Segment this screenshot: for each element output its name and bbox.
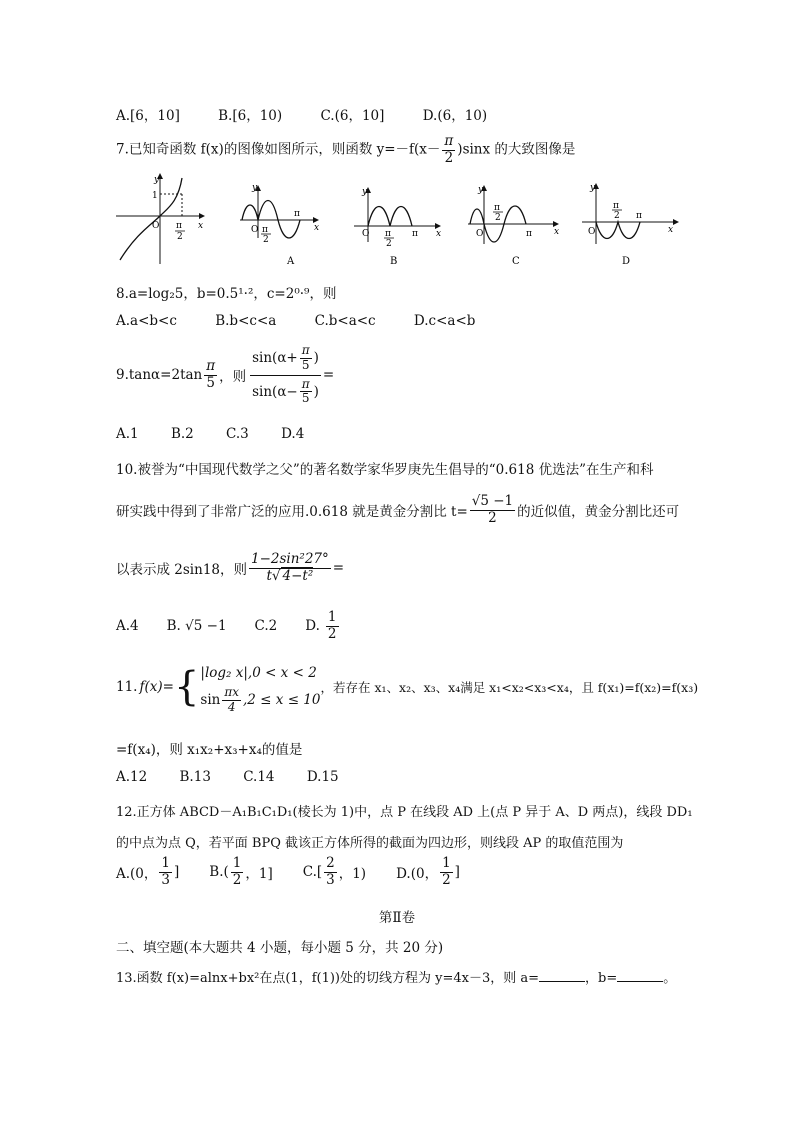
q10-option-d-num: 1 (327, 609, 337, 625)
q7-c-y-label: y (478, 185, 484, 195)
q6-option-d: D.(6，10) (422, 108, 488, 124)
q7-d-x-label: x (668, 225, 674, 235)
q9-stem (116, 344, 334, 406)
q9-pi-den: 5 (206, 374, 215, 391)
q7-c-pi-right-label: π (526, 229, 532, 239)
q10-line3-suffix: = (332, 560, 345, 577)
q11-piecewise (174, 660, 321, 715)
q9-denominator (250, 376, 321, 407)
q10-expr-den-sqrt: 4−t² (282, 567, 314, 584)
q10-expr-den-t: t (266, 567, 272, 584)
section-title: 第Ⅱ卷 (378, 910, 416, 926)
q12-option-b-frac (231, 856, 244, 888)
q12-option-d-frac (440, 856, 453, 888)
q12-option-b-num: 1 (232, 855, 242, 871)
q10-line3 (116, 552, 344, 584)
q9-pi-over-5 (204, 359, 217, 391)
q12-options (116, 856, 460, 888)
q9-den-close: ) (313, 383, 319, 400)
q11-case2-sin: sin (200, 692, 221, 709)
q11-prefix: 11. (116, 679, 138, 696)
q12-option-d-post: ] (454, 864, 460, 881)
q12-option-c-pre: C.[ (302, 864, 323, 881)
q10-expr-den: t√ 4−t² (266, 567, 314, 584)
q7-b-origin-label: O (362, 229, 370, 239)
q11-case2-rest: ,2 ≤ x ≤ 10 (243, 692, 321, 709)
q6-options (116, 104, 521, 124)
q8-option-a: A.a<b<c (116, 313, 177, 329)
q9-pi-num: π (206, 358, 216, 375)
q10-option-d: D. (305, 618, 320, 635)
q12-option-b-pre: B.( (209, 864, 229, 881)
q7-main-x-label: x (198, 221, 204, 231)
q12-option-b-den: 2 (232, 871, 242, 888)
q13-answer-b-blank[interactable] (617, 969, 663, 982)
q9-num-pi-frac (300, 344, 312, 373)
q7-stem (116, 134, 575, 166)
q7-a-two-label: 2 (263, 235, 269, 245)
q11-case2 (200, 686, 320, 715)
q12-option-a-post: ] (174, 864, 180, 881)
q11-option-d: D.15 (306, 769, 339, 785)
q12-option-b (209, 856, 272, 888)
q7-c-pi-label: π (494, 203, 500, 213)
q10-line2-prefix: 研实践中得到了非常广泛的应用.0.618 就是黄金分割比 t= (116, 504, 468, 521)
q11-cases (200, 660, 320, 715)
q9-numerator (250, 344, 321, 376)
q11-option-a: A.12 (116, 769, 148, 785)
q7-d-two-label: 2 (614, 211, 620, 221)
q12-option-a-den: 3 (161, 871, 170, 888)
q9-den-five: 5 (301, 391, 310, 406)
q13-prefix: 13.函数 f(x)=alnx+bx²在点(1，f(1))处的切线方程为 y=4x－3，则 a= (116, 971, 540, 986)
q10-option-a: A.4 (116, 618, 139, 635)
q7-main-y-label: y (154, 175, 160, 185)
q8-option-d: D.c<a<b (413, 313, 476, 329)
q12-line1: 12.正方体 ABCD－A₁B₁C₁D₁(棱长为 1)中，点 P 在线段 AD 上(点 P 异于 A、D 两点)，线段 DD₁ (116, 805, 693, 820)
q9-option-c: C.3 (226, 426, 249, 442)
q11-line2: =f(x₄)，则 x₁x₂+x₃+x₄的值是 (116, 742, 303, 758)
section-heading: 二、填空题(本大题共 4 小题，每小题 5 分，共 20 分) (116, 940, 444, 956)
q6-option-c: C.(6，10] (320, 108, 385, 124)
q13-mid: ，b= (585, 971, 618, 986)
q7-a-y-label: y (252, 183, 258, 193)
q7-b-y-label: y (362, 187, 368, 197)
q7-b-caption: B (390, 256, 398, 267)
q7-c-origin-label: O (476, 229, 484, 239)
q12-option-d-num: 1 (442, 855, 451, 871)
q8-stem: 8.a=log₂5，b=0.5¹·²，c=2⁰·⁹，则 (116, 286, 337, 302)
q9-suffix: = (322, 367, 335, 384)
q7-d-pi-right-label: π (636, 211, 642, 221)
q10-line3-prefix: 以表示成 2sin18，则 (116, 562, 247, 579)
q10-option-d-fraction (326, 610, 339, 642)
q11-option-b: B.13 (179, 769, 211, 785)
q11-fx: f(x)= (139, 679, 174, 696)
q7-a-pi-right-label: π (294, 209, 300, 219)
q7-fraction (442, 134, 455, 166)
q7-main-one-label: 1 (152, 191, 158, 201)
q9-den-pi: π (301, 376, 310, 391)
q9-options (116, 426, 332, 442)
q7-c-caption: C (512, 256, 520, 267)
q11-case1: |log₂ x|,0 < x < 2 (200, 665, 317, 681)
q7-main-two-label: 2 (177, 232, 183, 242)
q9-option-d: D.4 (281, 426, 305, 442)
q7-main-graph (116, 174, 204, 264)
q12-option-d-pre: D.(0， (396, 866, 439, 883)
q10-golden-ratio-fraction (470, 494, 515, 526)
q12-option-c-den: 3 (326, 871, 335, 888)
q7-b-two-label: 2 (386, 239, 392, 249)
q9-num-pi: π (301, 343, 310, 357)
q7-d-caption: D (622, 256, 631, 267)
q11-option-c: C.14 (243, 769, 275, 785)
q7-frac-num: π (444, 133, 454, 149)
q8-option-c: C.b<a<c (314, 313, 376, 329)
q12-option-d-den: 2 (442, 871, 451, 888)
q12-option-c-frac (324, 856, 337, 888)
q9-prefix: 9.tanα=2tan (116, 367, 203, 384)
q8-options (116, 313, 509, 329)
q10-option-c: C.2 (254, 618, 278, 635)
q12-option-b-post: ，1] (245, 866, 273, 883)
q7-graph-d (582, 184, 678, 244)
q11-options (116, 769, 367, 785)
q11-brace-glyph: { (173, 664, 200, 711)
q10-option-b: B. √5 −1 (166, 618, 227, 635)
q12-line2: 的中点为点 Q，若平面 BPQ 截该正方体所得的截面为四边形，则线段 AP 的取值范围为 (116, 836, 624, 851)
q12-option-c-post: ，1) (338, 866, 367, 883)
q8-option-b: B.b<c<a (215, 313, 277, 329)
q7-a-origin-label: O (251, 225, 259, 235)
q12-option-d (396, 856, 460, 888)
q12-option-c-num: 2 (326, 855, 335, 871)
q11-suffix: ，若存在 x₁、x₂、x₃、x₄满足 x₁<x₂<x₃<x₄，且 f(x₁)=f(x₂)=f(x₃) (320, 680, 699, 696)
q12-option-c (303, 856, 366, 888)
q10-expression-fraction (249, 552, 331, 584)
q10-expr-num: 1−2sin²27° (251, 551, 329, 567)
q9-main-fraction (250, 344, 321, 406)
q10-line2-suffix: 的近似值，黄金分割比还可 (517, 504, 680, 521)
q9-num-text: sin(α+ (252, 349, 298, 366)
q9-den-text: sin(α− (252, 383, 298, 400)
q9-num-close: ) (313, 349, 319, 366)
q10-option-d-den: 2 (327, 625, 337, 642)
q7-main-origin-label: O (152, 221, 160, 231)
q11-case2-num: πx (224, 685, 240, 699)
q6-option-b: B.[6，10) (218, 108, 283, 124)
q9-option-a: A.1 (116, 426, 139, 442)
q7-d-origin-label: O (588, 227, 596, 237)
q7-graphs (112, 172, 682, 270)
q12-option-a (116, 856, 179, 888)
q7-frac-den: 2 (444, 149, 454, 166)
q7-prefix: 7.已知奇函数 f(x)的图像如图所示，则函数 y=－f(x－ (116, 141, 441, 158)
q11-case2-den: 4 (227, 699, 236, 714)
q7-b-pi-right-label: π (412, 229, 418, 239)
q12-option-a-frac (159, 856, 172, 888)
q7-d-pi-label: π (613, 201, 619, 211)
q7-a-x-label: x (314, 223, 320, 233)
q7-b-pi-label: π (385, 229, 391, 239)
q10-golden-den: 2 (488, 509, 497, 526)
q7-a-pi-label: π (262, 225, 268, 235)
q7-main-pi-label: π (176, 221, 182, 231)
q7-b-x-label: x (436, 229, 442, 239)
q7-suffix: )sinx 的大致图像是 (457, 141, 576, 158)
q12-option-a-num: 1 (161, 855, 170, 871)
q7-c-x-label: x (554, 227, 560, 237)
q9-mid: ，则 (219, 369, 247, 386)
q12-option-a-pre: A.(0， (116, 866, 158, 883)
q13-stem (116, 967, 676, 986)
q11-line1 (116, 660, 698, 715)
q7-c-two-label: 2 (495, 213, 501, 223)
q7-a-caption: A (287, 256, 295, 267)
q13-answer-a-blank[interactable] (539, 969, 585, 982)
q7-d-y-label: y (590, 183, 596, 193)
q10-line2 (116, 494, 679, 526)
q10-options (116, 610, 341, 642)
q9-den-pi-frac (300, 378, 312, 407)
q6-option-a: A.[6，10] (116, 108, 180, 124)
q10-golden-num: √5 −1 (471, 493, 514, 509)
q13-end: 。 (663, 971, 677, 986)
q10-line1: 10.被誉为“中国现代数学之父”的著名数学家华罗庚先生倡导的“0.618 优选法”在生产和科 (116, 462, 654, 478)
q11-case2-frac (222, 686, 241, 715)
q9-num-five: 5 (301, 357, 310, 372)
q9-option-b: B.2 (170, 426, 194, 442)
